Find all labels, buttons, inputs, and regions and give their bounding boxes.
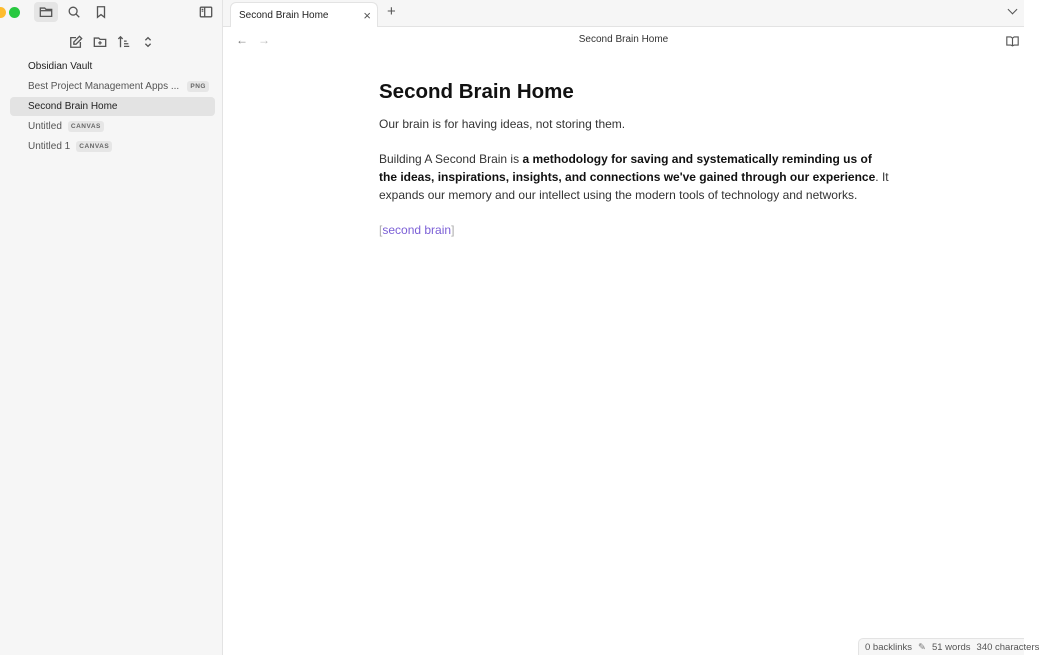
file-type-badge: CANVAS [68, 121, 104, 132]
back-arrow-icon[interactable]: ← [236, 33, 248, 47]
backlinks-count[interactable]: 0 backlinks [865, 641, 912, 653]
window-minimize-button[interactable] [0, 7, 6, 18]
file-item[interactable]: Untitled CANVAS [10, 117, 215, 136]
character-count: 340 characters [976, 641, 1039, 653]
tab-list-chevron-icon[interactable] [1008, 5, 1018, 15]
new-tab-icon[interactable]: + [387, 3, 396, 20]
paragraph: Building A Second Brain is a methodology for saving and systematically reminding us of the ideas, inspirations, insights, and connections we've gained through our experience. It expands our memory and our intellect using the modern tools of technology and networks. [379, 152, 889, 202]
tab-second-brain-home[interactable]: Second Brain Home × [230, 2, 378, 27]
reading-view-button[interactable] [1006, 34, 1019, 52]
chevrons-up-down-icon [141, 35, 155, 49]
new-folder-button[interactable] [88, 32, 112, 52]
word-count: 51 words [931, 641, 971, 653]
window-zoom-button[interactable] [9, 7, 20, 18]
forward-arrow-icon[interactable]: → [258, 33, 270, 47]
search-tab[interactable] [62, 2, 86, 22]
pencil-icon[interactable]: ✎ [918, 641, 926, 653]
status-bar [858, 638, 1039, 655]
sort-icon [117, 35, 131, 49]
new-note-button[interactable] [64, 32, 88, 52]
bookmarks-tab[interactable] [89, 2, 113, 22]
note-editor[interactable] [379, 80, 889, 239]
vault-name[interactable]: Obsidian Vault [28, 61, 93, 72]
file-type-badge: PNG [187, 81, 209, 92]
note-title: Second Brain Home [379, 80, 574, 103]
file-type-badge: CANVAS [76, 141, 112, 152]
files-tab[interactable] [34, 2, 58, 22]
sidebar-icon [199, 5, 213, 19]
close-tab-icon[interactable]: × [363, 7, 371, 23]
file-item-active[interactable]: Second Brain Home [10, 97, 215, 116]
paragraph: Our brain is for having ideas, not storing them. [379, 117, 626, 131]
book-open-icon [1006, 35, 1019, 47]
sidebar [0, 0, 223, 655]
search-icon [67, 5, 81, 19]
bookmark-icon [94, 5, 108, 19]
folder-plus-icon [93, 35, 107, 49]
file-item[interactable]: Untitled 1 CANVAS [10, 137, 215, 156]
sort-button[interactable] [112, 32, 136, 52]
folder-icon [39, 5, 53, 19]
toggle-sidebar-button[interactable] [194, 2, 218, 22]
edit-icon [69, 35, 83, 49]
sidebar-toolbar [0, 0, 222, 26]
collapse-all-button[interactable] [136, 32, 160, 52]
tab-bar [223, 0, 1024, 27]
internal-link[interactable]: [second brain] [379, 223, 455, 237]
view-header-title[interactable]: Second Brain Home [578, 34, 669, 45]
file-item[interactable]: Best Project Management Apps ... PNG [10, 77, 215, 96]
